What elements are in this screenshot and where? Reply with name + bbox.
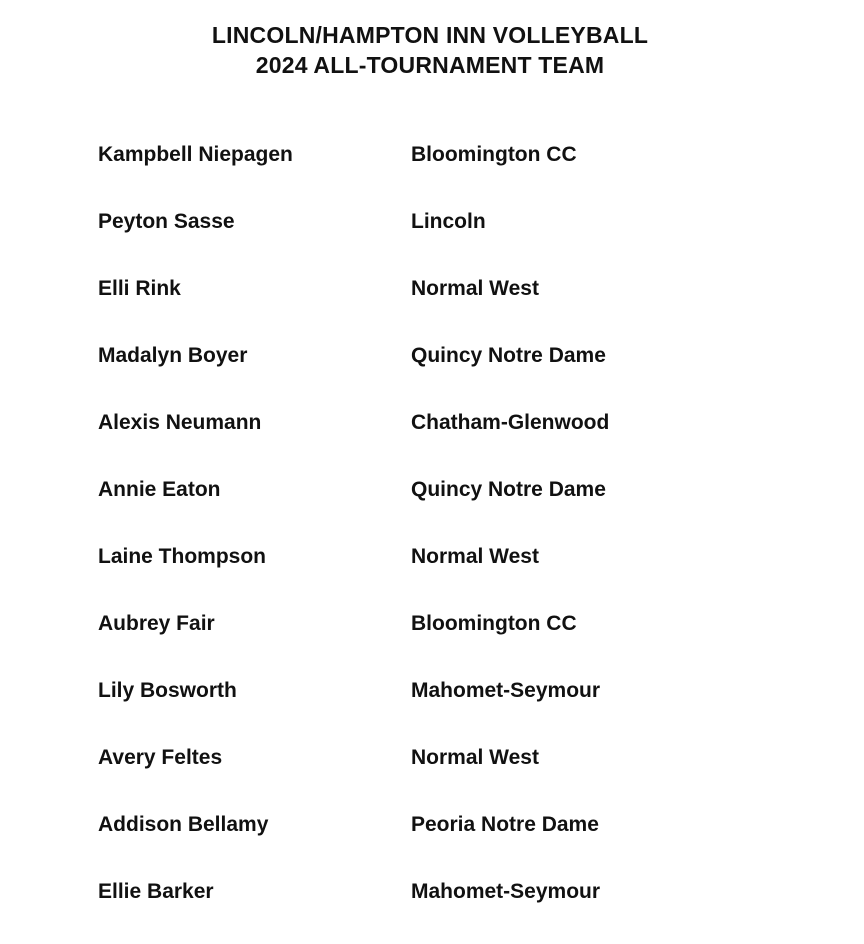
- player-name: Peyton Sasse: [98, 210, 235, 233]
- player-name: Kampbell Niepagen: [98, 143, 293, 166]
- roster-row: [98, 743, 798, 810]
- roster-row: [98, 207, 798, 274]
- player-school: Quincy Notre Dame: [411, 344, 606, 367]
- roster-row: [98, 810, 798, 877]
- player-school: Chatham-Glenwood: [411, 411, 610, 434]
- player-school: Lincoln: [411, 210, 486, 233]
- roster-row: [98, 609, 798, 676]
- player-name: Laine Thompson: [98, 545, 266, 568]
- player-name: Elli Rink: [98, 277, 181, 300]
- player-name: Aubrey Fair: [98, 612, 215, 635]
- roster-row: [98, 408, 798, 475]
- player-school: Bloomington CC: [411, 143, 577, 166]
- player-name: Ellie Barker: [98, 880, 214, 903]
- roster-row: [98, 542, 798, 609]
- player-school: Quincy Notre Dame: [411, 478, 606, 501]
- player-school: Peoria Notre Dame: [411, 813, 599, 836]
- title-line-1: LINCOLN/HAMPTON INN VOLLEYBALL: [211, 22, 649, 48]
- player-name: Madalyn Boyer: [98, 344, 248, 367]
- all-tournament-roster: [98, 140, 798, 944]
- player-name: Alexis Neumann: [98, 411, 262, 434]
- player-school: Normal West: [411, 746, 539, 769]
- player-school: Mahomet-Seymour: [411, 679, 601, 702]
- player-school: Mahomet-Seymour: [411, 880, 601, 903]
- roster-row: [98, 140, 798, 207]
- player-school: Bloomington CC: [411, 612, 577, 635]
- roster-row: [98, 341, 798, 408]
- roster-row: [98, 676, 798, 743]
- player-name: Addison Bellamy: [98, 813, 269, 836]
- player-school: Normal West: [411, 277, 539, 300]
- player-school: Normal West: [411, 545, 539, 568]
- roster-row: [98, 274, 798, 341]
- player-name: Annie Eaton: [98, 478, 221, 501]
- document-title: [0, 20, 860, 80]
- player-name: Lily Bosworth: [98, 679, 237, 702]
- title-line-2: 2024 ALL-TOURNAMENT TEAM: [255, 52, 605, 78]
- roster-row: [98, 475, 798, 542]
- player-name: Avery Feltes: [98, 746, 223, 769]
- roster-row: [98, 877, 798, 944]
